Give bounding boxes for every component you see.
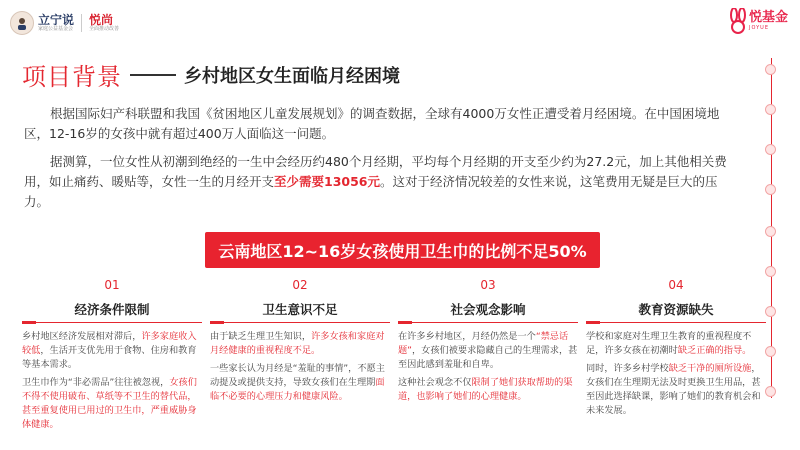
column-divider (210, 322, 390, 323)
logo-left-sub: 家庭公益基金会 (38, 26, 74, 32)
column-paragraph-1 (22, 330, 202, 372)
column-title: 卫生意识不足 (262, 302, 338, 317)
column-paragraph-2 (210, 362, 390, 404)
title-sub: 乡村地区女生面临月经困境 (184, 65, 400, 87)
column-paragraph-1 (586, 330, 766, 358)
body-text: 同时，许多乡村学校 (586, 363, 669, 374)
rail-dot (765, 266, 776, 277)
highlight-text: 女孩们不得不使用破布、草纸等不卫生的替代品，甚至重复使用已用过的卫生巾，严重威胁身体健康。 (22, 377, 197, 430)
avatar-icon (10, 11, 34, 35)
body-text: 由于缺乏生理卫生知识， (210, 331, 312, 342)
highlight-text: 缺乏干净的厕所设施 (668, 363, 752, 374)
column-paragraph-1 (398, 330, 578, 372)
column-divider (22, 322, 202, 323)
body-text: ，女孩们在生理期无法及时更换卫生用品，甚至因此选择缺课，影响了她们的教育机会和未来发展。 (586, 363, 761, 416)
logo-partner-sub: 全面推动改善 (89, 26, 120, 32)
rail-dot (765, 64, 776, 75)
column-body (398, 330, 578, 408)
rail-dot (765, 184, 776, 195)
rail-dot (765, 144, 776, 155)
paragraph-2 (24, 152, 740, 212)
highlight-text: 许多女孩和家庭对月经健康的重视程度不足。 (210, 331, 385, 356)
column-title: 社会观念影响 (450, 302, 526, 317)
paragraph-2-before: 据测算，一位女性从初潮到绝经的一生中会经历约480个月经期，平均每个月经期的开支至少约为27.2元，加上其他相关费用，如止痛药、暖贴等，女性一生的月经开支 (24, 154, 727, 189)
column-paragraph-2 (22, 376, 202, 432)
body-text: 乡村地区经济发展相对滞后， (22, 331, 142, 342)
rail-dot (765, 104, 776, 115)
highlight-text: 面临不必要的心理压力和健康风险。 (210, 377, 385, 402)
paragraph-2-after: 。这对于经济情况较差的女性来说，这笔费用无疑是巨大的压力。 (24, 174, 718, 209)
column-title: 教育资源缺失 (638, 302, 714, 317)
column-body (22, 330, 202, 436)
rail-dot (765, 386, 776, 397)
rail-dot (765, 226, 776, 237)
logo-left-name: 立宁说 (38, 13, 75, 27)
column-number: 03 (480, 278, 496, 292)
body-text: 这种社会观念不仅 (398, 377, 472, 388)
body-text: ，生活开支优先用于食物、住房和教育等基本需求。 (22, 345, 197, 370)
column-body (210, 330, 390, 408)
bunny-ears-icon (729, 8, 747, 34)
logo-right-sub: JOYUE (748, 25, 769, 31)
column-paragraph-1 (210, 330, 390, 358)
column-divider (398, 322, 578, 323)
highlight-text: 缺乏正确的指导。 (677, 345, 752, 356)
paragraph-2-highlight: 至少需要13056元 (274, 174, 381, 189)
column-number: 04 (668, 278, 684, 292)
highlight-text: 限制了她们获取帮助的渠道，也影响了她们的心理健康。 (398, 377, 573, 402)
logo-partner-name: 悦尚 (89, 13, 114, 27)
column-title: 经济条件限制 (74, 302, 150, 317)
title-dash (130, 74, 176, 76)
column-paragraph-2 (586, 362, 766, 418)
paragraph-1: 根据国际妇产科联盟和我国《贫困地区儿童发展规划》的调查数据，全球有4000万女性正遭受着月经困境。在中国困境地区，12-16岁的女孩中就有超过400万人面临这一问题。 (24, 106, 720, 141)
body-text: ，女孩们被要求隐藏自己的生理需求，甚至因此感到羞耻和自卑。 (398, 345, 578, 370)
column-number: 02 (292, 278, 308, 292)
highlight-text: 许多家庭收入较低 (22, 331, 197, 356)
column-number: 01 (104, 278, 120, 292)
page-title (22, 57, 400, 92)
body-text: 学校和家庭对生理卫生教育的重视程度不足，许多女孩在初潮时 (586, 331, 752, 356)
highlight-text: “禁忌话题” (398, 331, 569, 356)
rail-dot (765, 346, 776, 357)
rail-dot (765, 306, 776, 317)
body-text: 在许多乡村地区，月经仍然是一个 (398, 331, 536, 342)
body-text: 一些家长认为月经是“羞耻的事情”，不愿主动提及或提供支持，导致女孩们在生理期 (210, 363, 385, 388)
logo-divider (81, 14, 82, 32)
column-body (586, 330, 766, 422)
column-paragraph-2 (398, 376, 578, 404)
logo-right (729, 8, 788, 34)
stat-banner: 云南地区12~16岁女孩使用卫生巾的比例不足50% (205, 232, 600, 268)
body-text: 卫生巾作为“非必需品”往往被忽视， (22, 377, 170, 388)
column-divider (586, 322, 766, 323)
logo-left (10, 8, 119, 38)
logo-right-name: 悦基金 (748, 10, 788, 25)
title-main: 项目背景 (22, 63, 122, 91)
